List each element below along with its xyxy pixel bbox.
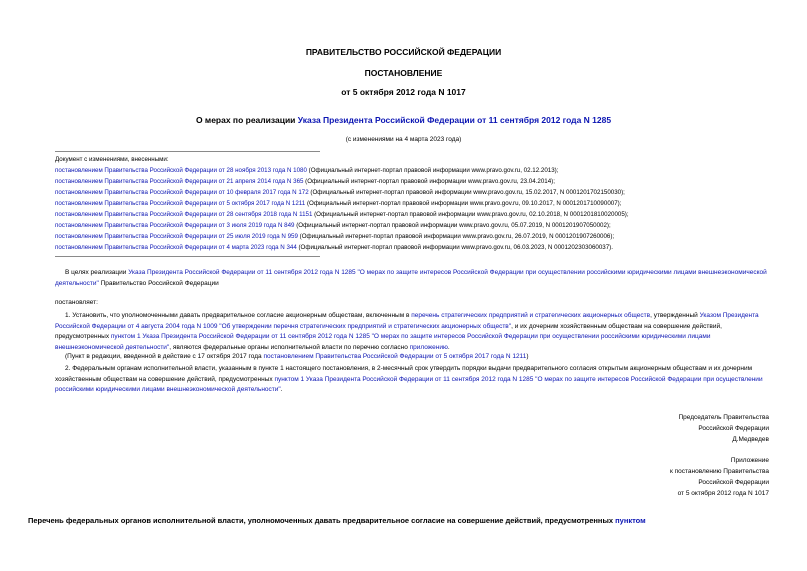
list-heading: [28, 516, 646, 525]
point-1-text: .: [447, 343, 450, 351]
document-title: [0, 115, 807, 125]
change-item: [55, 165, 629, 176]
signature-country: Российской Федерации: [698, 425, 769, 432]
point-2-text: .: [280, 386, 283, 393]
change-link[interactable]: постановлением Правительства Российской Федерации от 25 июля 2019 года N 959: [55, 233, 298, 240]
decree-1285-point-link-2[interactable]: пунктом 1 Указа Президента Российской Федерации от 11 сентября 2012 года N 1285 "О мерах по защите интересов Российской Федерации при осуществлении российскими юридическими лицами внешнеэкономической деятельности": [55, 375, 763, 393]
preamble: [55, 268, 770, 289]
change-link[interactable]: постановлением Правительства Российской Федерации от 21 апреля 2014 года N 365: [55, 178, 304, 185]
change-link[interactable]: постановлением Правительства Российской Федерации от 28 сентября 2018 года N 1151: [55, 211, 313, 218]
strategic-list-link[interactable]: перечень стратегических предприятий и стратегических акционерных обществ: [411, 312, 651, 319]
change-link[interactable]: постановлением Правительства Российской Федерации от 4 марта 2023 года N 344: [55, 244, 297, 251]
point-1-text: , утвержденный: [650, 312, 700, 319]
decree-1285-point-link[interactable]: пунктом 1 Указа Президента Российской Федерации от 11 сентября 2012 года N 1285 "О мерах по защите интересов Российской Федерации при осуществлении российскими юридическими лицами внешнеэкономической деятельности": [55, 333, 711, 351]
divider-top: [55, 151, 320, 152]
note-resolution-link[interactable]: постановлением Правительства Российской Федерации от 5 октября 2017 года N 1211: [263, 353, 527, 360]
signature-name: Д.Медведев: [732, 436, 769, 443]
title-prefix: О мерах по реализации: [195, 115, 298, 125]
changes-note: (с изменениями на 4 марта 2023 года): [345, 136, 462, 143]
changes-block: [55, 154, 629, 253]
change-item: [55, 198, 629, 209]
preamble-suffix: Правительство Российской Федерации: [98, 279, 219, 287]
appendix-ref: к постановлению Правительства: [669, 468, 769, 475]
list-heading-text: Перечень федеральных органов исполнительной власти, уполномоченных давать предварительное согласие на совершение действий, предусмотренных: [28, 516, 616, 525]
change-item: [55, 231, 629, 242]
point-1-text: 1. Установить, что уполномоченными давать предварительное согласие акционерным обществам, включенным в: [65, 312, 412, 319]
change-link[interactable]: постановлением Правительства Российской Федерации от 5 октября 2017 года N 1211: [55, 200, 306, 207]
change-item: [55, 220, 629, 231]
change-link[interactable]: постановлением Правительства Российской Федерации от 3 июля 2019 года N 849: [55, 222, 295, 229]
preamble-prefix: В целях реализации: [65, 269, 129, 276]
point-2-text: 2. Федеральным органам исполнительной власти, указанным в пункте 1 настоящего постановления, в 2-месячный срок утвердить порядки выдачи предварительного согласия открытым акционерным обществам и их дочерним хозяйственным обществам на совершение действий, предусмотренных: [55, 365, 753, 383]
title-decree-link[interactable]: Указа Президента Российской Федерации от 11 сентября 2012 года N 1285: [297, 115, 612, 125]
appendix-date: от 5 октября 2012 года N 1017: [677, 490, 769, 497]
change-source: (Официальный интернет-портал правовой информации www.pravo.gov.ru, 06.03.2023, N 0001202303060037).: [296, 244, 613, 251]
change-source: (Официальный интернет-портал правовой информации www.pravo.gov.ru, 09.10.2017, N 0001201710090007);: [305, 200, 622, 207]
note-suffix: ): [526, 353, 529, 360]
change-item: [55, 187, 629, 198]
change-item: [55, 209, 629, 220]
document-date: от 5 октября 2012 года N 1017: [341, 87, 466, 97]
change-source: (Официальный интернет-портал правовой информации www.pravo.gov.ru, 23.04.2014);: [303, 178, 555, 185]
change-item: [55, 176, 629, 187]
appendix-title: Приложение: [730, 457, 769, 464]
signature-position: Председатель Правительства: [678, 414, 769, 421]
preamble-decree-link[interactable]: Указа Президента Российской Федерации от 11 сентября 2012 года N 1285 "О мерах по защите интересов Российской Федерации при осуществлении российскими юридическими лицами внешнеэкономической деятельности": [55, 269, 767, 287]
point-1-text: , и их дочерним хозяйственным обществам на совершение действий, предусмотренных: [55, 322, 722, 340]
appendix-link[interactable]: приложению: [409, 343, 448, 351]
changes-intro: Документ с изменениями, внесенными:: [55, 156, 169, 163]
change-link[interactable]: постановлением Правительства Российской Федерации от 28 ноября 2013 года N 1080: [55, 167, 307, 174]
point-1-note: [65, 352, 528, 363]
note-prefix: (Пункт в редакции, введенной в действие с 17 октября 2017 года: [65, 353, 264, 360]
change-item: [55, 242, 629, 253]
change-source: (Официальный интернет-портал правовой информации www.pravo.gov.ru, 26.07.2019, N 0001201907260006);: [297, 233, 615, 240]
decree-1009-link[interactable]: Указом Президента Российской Федерации от 4 августа 2004 года N 1009 "Об утверждении перечня стратегических предприятий и стратегических акционерных обществ": [55, 312, 759, 330]
appendix-block: [670, 455, 769, 499]
appendix-country: Российской Федерации: [698, 479, 769, 486]
point-1-text: , являются федеральные органы исполнительной власти по перечню согласно: [169, 343, 410, 351]
point-1: [55, 311, 770, 353]
document-type: ПОСТАНОВЛЕНИЕ: [364, 68, 443, 78]
divider-bottom: [55, 256, 320, 257]
government-heading: ПРАВИТЕЛЬСТВО РОССИЙСКОЙ ФЕДЕРАЦИИ: [305, 47, 502, 57]
list-heading-link[interactable]: пунктом: [615, 516, 646, 525]
decides-label: постановляет:: [55, 299, 98, 306]
change-source: (Официальный интернет-портал правовой информации www.pravo.gov.ru, 02.12.2013);: [306, 167, 559, 174]
signature-block: [678, 412, 769, 445]
change-source: (Официальный интернет-портал правовой информации www.pravo.gov.ru, 15.02.2017, N 0001201702150030);: [308, 189, 625, 196]
point-2: [55, 364, 770, 396]
change-source: (Официальный интернет-портал правовой информации www.pravo.gov.ru, 05.07.2019, N 0001201907050002);: [294, 222, 611, 229]
change-link[interactable]: постановлением Правительства Российской Федерации от 10 февраля 2017 года N 172: [55, 189, 309, 196]
change-source: (Официальный интернет-портал правовой информации www.pravo.gov.ru, 02.10.2018, N 0001201810020005);: [312, 211, 629, 218]
